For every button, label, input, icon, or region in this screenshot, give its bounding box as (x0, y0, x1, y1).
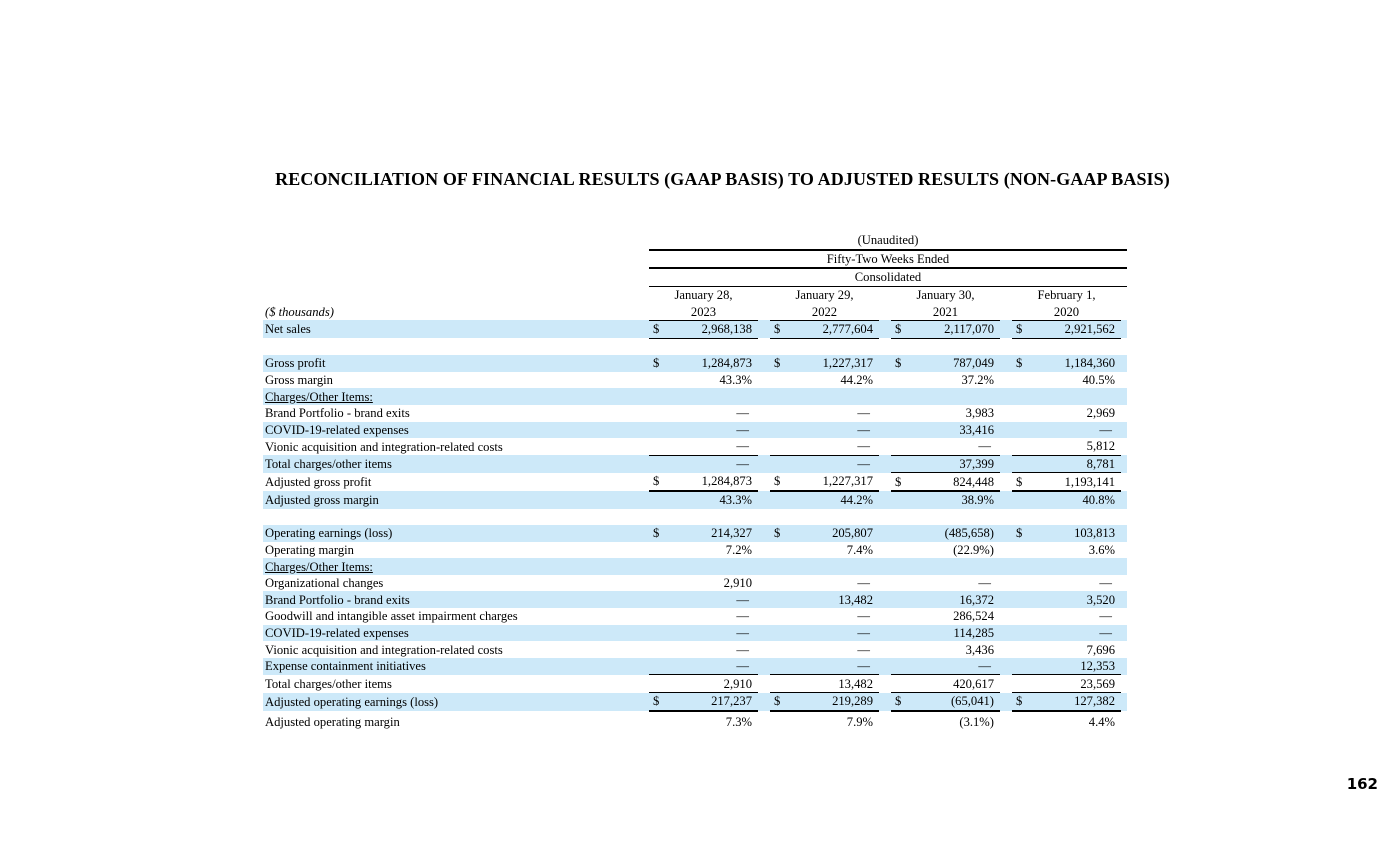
dollar-sign: $ (770, 320, 784, 338)
dollar-sign (1012, 405, 1026, 422)
cell-value: 1,284,873 (663, 473, 758, 491)
cell-value: — (784, 625, 879, 642)
column-year: 2022 (770, 303, 879, 320)
dollar-sign (770, 455, 784, 473)
dollar-sign: $ (1012, 693, 1026, 711)
row-label: Expense containment initiatives (263, 658, 639, 675)
column-date-line1: January 29, (770, 286, 879, 303)
cell-value: 1,193,141 (1026, 473, 1121, 491)
cell-value: — (784, 438, 879, 455)
cell-value: 219,289 (784, 693, 879, 711)
dollar-sign: $ (1012, 473, 1026, 491)
cell-value: 23,569 (1026, 675, 1121, 693)
dollar-sign (891, 625, 905, 642)
cell-value: — (663, 625, 758, 642)
dollar-sign (649, 438, 663, 455)
dollar-sign: $ (891, 473, 905, 491)
cell-value: — (857, 406, 870, 421)
cell-value: 1,227,317 (784, 355, 879, 372)
cell-value (663, 388, 758, 405)
cell-value: 787,049 (905, 355, 1000, 372)
cell-value: — (857, 576, 870, 591)
row-adjusted-gross-margin (263, 491, 1127, 509)
dollar-sign (649, 675, 663, 693)
cell-value: 214,327 (663, 525, 758, 542)
dollar-sign (891, 438, 905, 455)
cell-value: — (784, 658, 879, 675)
dollar-sign (649, 591, 663, 608)
row-goodwill-and-intangible-asset-impairment-charges (263, 608, 1127, 625)
dollar-sign (770, 491, 784, 509)
cell-value: — (784, 455, 879, 473)
cell-value: — (663, 591, 758, 608)
cell-value: 103,813 (1026, 525, 1121, 542)
cell-value: 7.3% (725, 715, 752, 730)
dollar-sign (891, 388, 905, 405)
dollar-sign (1012, 625, 1026, 642)
row-label: Operating earnings (loss) (263, 525, 639, 542)
dollar-sign (649, 575, 663, 592)
dollar-sign (649, 641, 663, 658)
dollar-sign: $ (1012, 355, 1026, 372)
column-year: 2020 (1012, 303, 1121, 320)
row-vionic-acquisition-and-integration-related-costs (263, 641, 1127, 658)
dollar-sign (891, 405, 905, 422)
row-label: Adjusted operating margin (265, 714, 400, 729)
cell-value (784, 388, 879, 405)
dollar-sign (649, 625, 663, 642)
row-label: Organizational changes (265, 576, 384, 591)
cell-value: 7,696 (1086, 642, 1115, 657)
spacer-row (263, 338, 1127, 355)
header-period-row (263, 250, 1127, 269)
cell-value: 37.2% (961, 373, 994, 388)
cell-value: 1,184,360 (1026, 355, 1121, 372)
row-label: Vionic acquisition and integration-related costs (265, 642, 503, 657)
cell-value: — (736, 609, 749, 624)
cell-value: 2,910 (663, 675, 758, 693)
cell-value: — (857, 609, 870, 624)
cell-value: (3.1%) (959, 715, 994, 730)
dollar-sign (770, 675, 784, 693)
row-covid-19-related-expenses (263, 625, 1127, 642)
cell-value: — (1026, 422, 1121, 439)
row-charges-other-items (263, 388, 1127, 405)
dollar-sign: $ (891, 320, 905, 338)
cell-value: — (857, 642, 870, 657)
row-label: Charges/Other Items: (263, 388, 639, 405)
segment-label: Consolidated (854, 270, 922, 285)
dollar-sign: $ (891, 355, 905, 372)
row-operating-earnings-loss (263, 525, 1127, 542)
cell-value: 13,482 (784, 591, 879, 608)
dollar-sign (770, 438, 784, 455)
cell-value: 3,983 (965, 406, 994, 421)
column-year: 2021 (891, 303, 1000, 320)
cell-value: — (736, 642, 749, 657)
dollar-sign (770, 625, 784, 642)
dollar-sign: $ (649, 525, 663, 542)
dollar-sign (1012, 575, 1026, 592)
row-label: Gross profit (263, 355, 639, 372)
dollar-sign (891, 491, 905, 509)
row-label: Total charges/other items (263, 455, 639, 473)
dollar-sign: $ (649, 473, 663, 491)
dollar-sign (770, 422, 784, 439)
row-label: Charges/Other Items: (263, 558, 639, 575)
cell-value: 1,284,873 (663, 355, 758, 372)
dollar-sign (1012, 438, 1026, 455)
reconciliation-table (263, 232, 1127, 733)
cell-value (1026, 558, 1121, 575)
dollar-sign (1012, 711, 1026, 733)
report-title: RECONCILIATION OF FINANCIAL RESULTS (GAAP BASIS) TO ADJUSTED RESULTS (NON-GAAP BASIS) (275, 169, 1170, 189)
cell-value: — (663, 438, 758, 455)
row-gross-margin (263, 372, 1127, 389)
row-label: Goodwill and intangible asset impairment charges (265, 609, 518, 624)
dollar-sign (891, 455, 905, 473)
cell-value: 12,353 (1026, 658, 1121, 675)
row-label: Vionic acquisition and integration-related costs (265, 439, 503, 454)
dollar-sign (891, 575, 905, 592)
dollar-sign (649, 608, 663, 625)
cell-value: 114,285 (905, 625, 1000, 642)
cell-value: — (1026, 625, 1121, 642)
cell-value: — (905, 438, 1000, 455)
dollar-sign (1012, 372, 1026, 389)
cell-value: 7.2% (725, 542, 752, 557)
row-label: Adjusted operating earnings (loss) (263, 693, 639, 711)
dollar-sign (891, 641, 905, 658)
dollar-sign (770, 658, 784, 675)
dollar-sign (1012, 388, 1026, 405)
dollar-sign: $ (891, 693, 905, 711)
row-label: COVID-19-related expenses (263, 625, 639, 642)
dollar-sign (1012, 658, 1026, 675)
units-label: ($ thousands) (265, 304, 334, 319)
row-label: COVID-19-related expenses (263, 422, 639, 439)
dollar-sign (1012, 558, 1026, 575)
cell-value: 420,617 (905, 675, 1000, 693)
dollar-sign (1012, 641, 1026, 658)
row-brand-portfolio-brand-exits (263, 591, 1127, 608)
row-organizational-changes (263, 575, 1127, 592)
row-label: Gross margin (265, 373, 333, 388)
cell-value: 7.4% (846, 542, 873, 557)
dollar-sign (649, 542, 663, 559)
row-label: Operating margin (265, 542, 354, 557)
cell-value: 824,448 (905, 473, 1000, 491)
row-label: Brand Portfolio - brand exits (263, 591, 639, 608)
row-operating-margin (263, 542, 1127, 559)
dollar-sign (649, 388, 663, 405)
row-net-sales (263, 320, 1127, 338)
dollar-sign (649, 422, 663, 439)
row-total-charges-other-items (263, 675, 1127, 693)
row-label: Adjusted gross profit (265, 474, 372, 489)
cell-value: 2,921,562 (1026, 320, 1121, 338)
cell-value: 2,969 (1086, 406, 1115, 421)
cell-value (663, 558, 758, 575)
dollar-sign: $ (1012, 320, 1026, 338)
cell-value (1026, 388, 1121, 405)
cell-value: 44.2% (840, 373, 873, 388)
cell-value: 33,416 (905, 422, 1000, 439)
cell-value: 2,777,604 (784, 320, 879, 338)
cell-value: (65,041) (905, 693, 1000, 711)
cell-value: — (736, 406, 749, 421)
dollar-sign (770, 711, 784, 733)
cell-value (905, 558, 1000, 575)
cell-value: 38.9% (905, 491, 1000, 509)
dollar-sign: $ (649, 355, 663, 372)
dollar-sign (649, 455, 663, 473)
cell-value: 8,781 (1026, 455, 1121, 473)
dollar-sign (1012, 542, 1026, 559)
dollar-sign (770, 542, 784, 559)
row-total-charges-other-items (263, 455, 1127, 473)
row-label: Brand Portfolio - brand exits (265, 406, 410, 421)
row-vionic-acquisition-and-integration-related-costs (263, 438, 1127, 455)
row-adjusted-operating-margin (263, 711, 1127, 733)
dollar-sign (891, 658, 905, 675)
cell-value: — (663, 422, 758, 439)
dollar-sign (649, 491, 663, 509)
dollar-sign (891, 608, 905, 625)
dollar-sign (891, 525, 905, 542)
column-year: 2023 (649, 303, 758, 320)
cell-value: 3,436 (965, 642, 994, 657)
cell-value: 286,524 (953, 609, 994, 624)
dollar-sign (649, 711, 663, 733)
dollar-sign (649, 658, 663, 675)
dollar-sign (1012, 422, 1026, 439)
cell-value (905, 388, 1000, 405)
cell-value: 1,227,317 (784, 473, 879, 491)
dollar-sign (1012, 491, 1026, 509)
header-date-row-1 (263, 286, 1127, 303)
dollar-sign (1012, 675, 1026, 693)
row-label: Net sales (263, 320, 639, 338)
header-unaudited-row (263, 232, 1127, 250)
dollar-sign: $ (770, 473, 784, 491)
cell-value: (22.9%) (953, 542, 994, 557)
cell-value: 40.8% (1026, 491, 1121, 509)
row-charges-other-items (263, 558, 1127, 575)
cell-value: 127,382 (1026, 693, 1121, 711)
dollar-sign: $ (649, 320, 663, 338)
cell-value: 2,968,138 (663, 320, 758, 338)
cell-value: 2,910 (723, 576, 752, 591)
cell-value: 40.5% (1082, 373, 1115, 388)
dollar-sign (891, 542, 905, 559)
dollar-sign (770, 405, 784, 422)
dollar-sign (649, 405, 663, 422)
column-date-line1: February 1, (1012, 286, 1121, 303)
cell-value: — (663, 658, 758, 675)
dollar-sign: $ (1012, 525, 1026, 542)
cell-value: 3.6% (1088, 542, 1115, 557)
row-adjusted-gross-profit (263, 473, 1127, 491)
cell-value: 43.3% (663, 491, 758, 509)
dollar-sign (1012, 591, 1026, 608)
spacer-row (263, 509, 1127, 526)
dollar-sign: $ (770, 525, 784, 542)
row-expense-containment-initiatives (263, 658, 1127, 675)
dollar-sign (649, 372, 663, 389)
cell-value: 3,520 (1026, 591, 1121, 608)
dollar-sign (891, 372, 905, 389)
row-label: Total charges/other items (265, 676, 392, 691)
dollar-sign (891, 591, 905, 608)
cell-value: 217,237 (663, 693, 758, 711)
dollar-sign (770, 372, 784, 389)
dollar-sign (770, 608, 784, 625)
dollar-sign (1012, 455, 1026, 473)
column-date-line1: January 30, (891, 286, 1000, 303)
cell-value: 4.4% (1088, 715, 1115, 730)
dollar-sign (649, 558, 663, 575)
dollar-sign: $ (770, 355, 784, 372)
cell-value: — (978, 576, 991, 591)
column-date-line1: January 28, (649, 286, 758, 303)
dollar-sign (770, 641, 784, 658)
page-number: 162 (1346, 775, 1378, 793)
dollar-sign (891, 675, 905, 693)
cell-value: 37,399 (905, 455, 1000, 473)
row-brand-portfolio-brand-exits (263, 405, 1127, 422)
cell-value: — (905, 658, 1000, 675)
row-adjusted-operating-earnings-loss (263, 693, 1127, 711)
dollar-sign (891, 558, 905, 575)
cell-value: — (1099, 609, 1112, 624)
cell-value: (485,658) (905, 525, 1000, 542)
cell-value (784, 558, 879, 575)
dollar-sign (770, 591, 784, 608)
dollar-sign: $ (770, 693, 784, 711)
dollar-sign (891, 711, 905, 733)
period-label: Fifty-Two Weeks Ended (649, 250, 1127, 269)
cell-value: — (1099, 576, 1112, 591)
cell-value: 5,812 (1026, 438, 1121, 455)
row-label: Adjusted gross margin (263, 491, 639, 509)
dollar-sign (770, 558, 784, 575)
cell-value: 2,117,070 (905, 320, 1000, 338)
dollar-sign (770, 388, 784, 405)
dollar-sign (1012, 608, 1026, 625)
dollar-sign (891, 422, 905, 439)
unaudited-label: (Unaudited) (649, 232, 1127, 250)
cell-value: 205,807 (784, 525, 879, 542)
cell-value: 16,372 (905, 591, 1000, 608)
cell-value: 44.2% (784, 491, 879, 509)
row-gross-profit (263, 355, 1127, 372)
row-covid-19-related-expenses (263, 422, 1127, 439)
header-segment-row (263, 268, 1127, 286)
cell-value: 13,482 (784, 675, 879, 693)
cell-value: 7.9% (846, 715, 873, 730)
dollar-sign (770, 575, 784, 592)
cell-value: — (663, 455, 758, 473)
dollar-sign: $ (649, 693, 663, 711)
header-date-row-2 (263, 303, 1127, 320)
cell-value: 43.3% (719, 373, 752, 388)
cell-value: — (784, 422, 879, 439)
